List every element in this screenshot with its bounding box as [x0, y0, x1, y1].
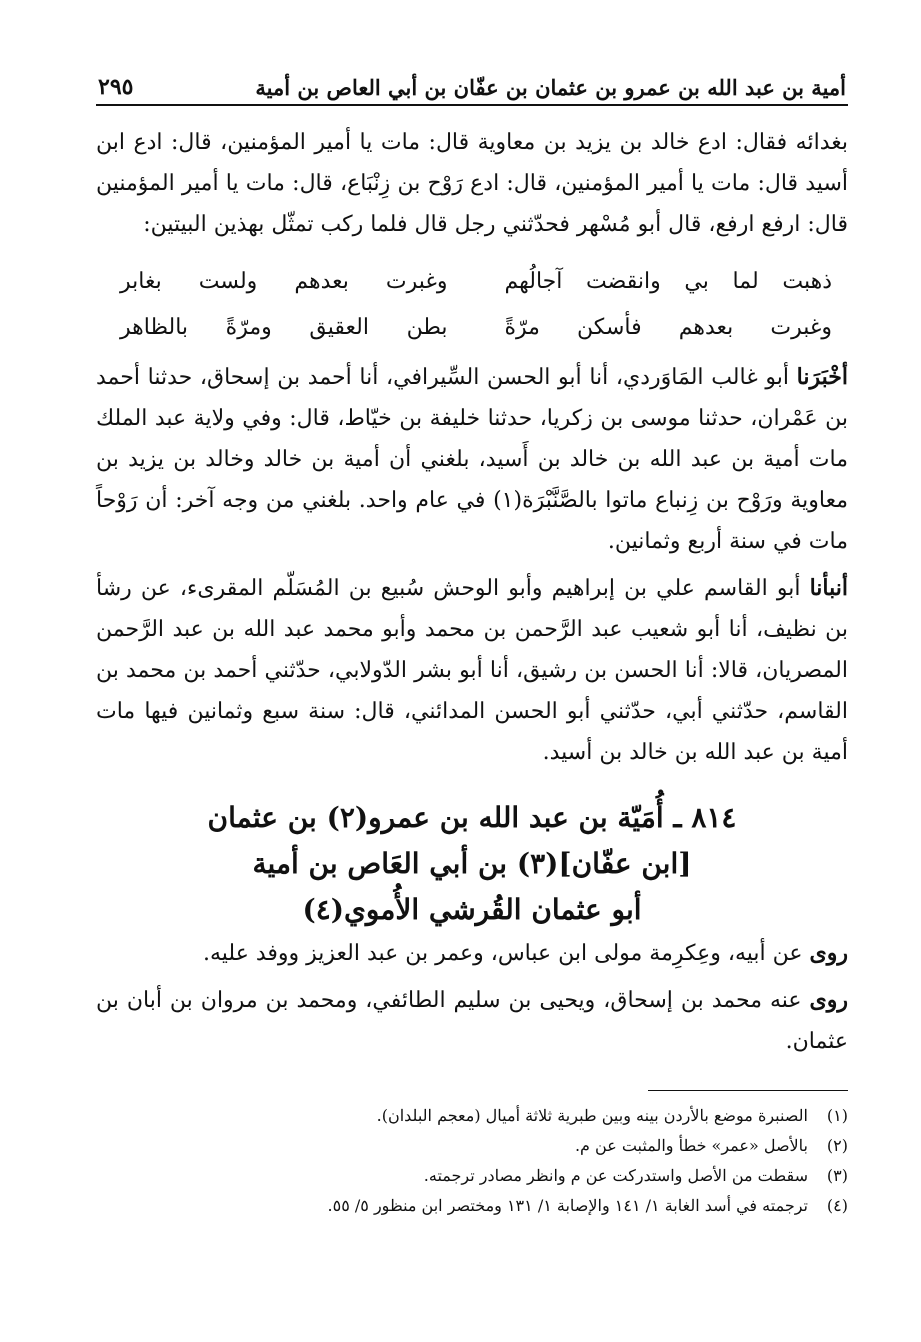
paragraph-2-lead: أخْبَرَنا	[796, 364, 848, 390]
paragraph-2	[96, 357, 848, 562]
verse-2-first-half: وغبرت بعدهم فأسكن مرّةً	[504, 315, 832, 340]
footnote-number: (٢)	[826, 1136, 848, 1155]
main-text	[96, 122, 848, 773]
paragraph-4	[96, 933, 848, 974]
verse-1-first-half: ذهبت لما بي وانقضت آجالُهم	[504, 269, 832, 294]
footnote-number: (٣)	[826, 1166, 848, 1185]
footnote	[96, 1191, 848, 1221]
paragraph-4-lead: روى	[809, 940, 848, 966]
footnote-number: (٤)	[826, 1196, 848, 1215]
paragraph-3	[96, 568, 848, 773]
paragraph-3-lead: أنبأنا	[809, 575, 848, 601]
paragraph-3-text: أبو القاسم علي بن إبراهيم وأبو الوحش سُبيع بن المُسَلّم المقرىء، عن رشأ بن نظيف، أنا أبو شعيب عبد الرَّحمن بن محمد وأبو محمد عبد الله بن عبد الرَّحمن المصريان، قالا: أنا الحسن بن رشيق، أنا أبو بشر الدّولابي، حدّثني أحمد بن محمد بن القاسم، حدّثني أبي، حدّثني أبو الحسن المدائني، قال: سنة سبع وثمانين فيها مات أمية بن عبد الله بن خالد بن أسيد.	[96, 576, 848, 765]
book-page	[96, 60, 848, 1221]
paragraph-5	[96, 980, 848, 1062]
paragraph-5-lead: روى	[809, 987, 848, 1013]
narration-text	[96, 933, 848, 1062]
footnote	[96, 1131, 848, 1161]
entry-heading-line-2: [ابن عفّان](٣) بن أبي العَاص بن أمية	[252, 847, 692, 880]
poem	[96, 259, 848, 351]
paragraph-5-text: عنه محمد بن إسحاق، ويحيى بن سليم الطائفي، ومحمد بن مروان بن أبان بن عثمان.	[96, 988, 848, 1054]
footnote	[96, 1161, 848, 1191]
entry-heading-line-1: ٨١٤ ـ أُمَيّة بن عبد الله بن عمرو(٢) بن عثمان	[207, 801, 737, 834]
footnote-text: بالأصل «عمر» خطأ والمثبت عن م.	[574, 1136, 808, 1155]
page-number: ٢٩٥	[98, 74, 134, 100]
entry-heading-line-3: أبو عثمان القُرشي الأُموي(٤)	[302, 893, 642, 926]
verse-1	[96, 259, 848, 305]
verse-1-second-half: وغبرت بعدهم ولست بغابر	[120, 269, 448, 294]
verse-2	[96, 305, 848, 351]
footnote-number: (١)	[826, 1106, 848, 1125]
footnote-rule	[648, 1090, 848, 1091]
footnote-text: الصنبرة موضع بالأردن بينه وبين طبرية ثلاثة أميال (معجم البلدان).	[376, 1106, 808, 1125]
footnote-text: ترجمته في أسد الغابة ١/ ١٤١ والإصابة ١/ ١٣١ ومختصر ابن منظور ٥/ ٥٥.	[327, 1196, 808, 1215]
running-head	[96, 60, 848, 106]
running-title: أمية بن عبد الله بن عمرو بن عثمان بن عفّان بن أبي العاص بن أمية	[255, 75, 846, 100]
footnote-text: سقطت من الأصل واستدركت عن م وانظر مصادر ترجمته.	[423, 1166, 808, 1185]
paragraph-1: بغدائه فقال: ادع خالد بن يزيد بن معاوية قال: مات يا أمير المؤمنين، قال: ادع ابن أسيد قال: مات يا أمير المؤمنين، قال: ادع رَوْح بن زِنْبَاع، قال: مات يا أمير المؤمنين قال: ارفع ارفع، قال أبو مُسْهر فحدّثني رجل قال فلما ركب تمثّل بهذين البيتين:	[96, 130, 848, 237]
entry-heading	[96, 795, 848, 933]
footnotes	[96, 1101, 848, 1221]
verse-2-second-half: بطن العقيق ومرّةً بالظاهر	[120, 315, 448, 340]
footnote	[96, 1101, 848, 1131]
paragraph-4-text: عن أبيه، وعِكرِمة مولى ابن عباس، وعمر بن عبد العزيز ووفد عليه.	[202, 941, 810, 966]
paragraph-2-text: أبو غالب المَاوَردي، أنا أبو الحسن السِّيرافي، أنا أحمد بن إسحاق، حدثنا أحمد بن عَمْران، حدثنا موسى بن زكريا، حدثنا خليفة بن خيّاط، قال: وفي ولاية عبد الملك مات أمية بن عبد الله بن خالد بن أَسيد، بلغني أن أمية بن خالد وخالد بن يزيد بن معاوية ورَوْح بن زِنباع ماتوا بالصَّنَّبْرَة(١) في عام واحد. بلغني من وجه آخر: أن رَوْحاً مات في سنة أربع وثمانين.	[96, 365, 848, 554]
